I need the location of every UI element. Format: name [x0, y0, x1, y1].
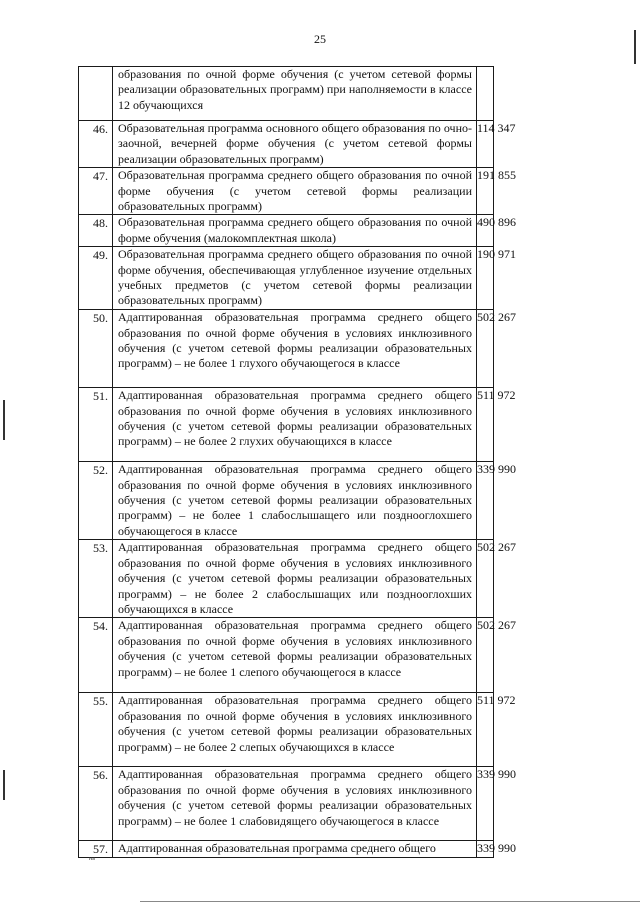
row-number: 47. [79, 168, 113, 215]
row-description: Образовательная программа среднего общего образования по очной форме обучения (с учетом сетевой формы реализации образовательных программ) [113, 168, 477, 215]
row-value: 490 896 [477, 215, 494, 247]
row-value: 502 267 [477, 540, 494, 618]
row-description: Образовательная программа основного общего образования по очно-заочной, вечерней форме обучения (с учетом сетевой формы реализации образовательных программ) [113, 121, 477, 168]
row-number: 50. [79, 310, 113, 388]
table-row [79, 247, 494, 310]
row-description: Адаптированная образовательная программа среднего общего образования по очной форме обучения в условиях инклюзивного обучения (с учетом сетевой формы реализации образовательных программ) – не более 1 слабовидящего обучающегося в классе [113, 767, 477, 841]
row-description: Адаптированная образовательная программа среднего общего образования по очной форме обучения в условиях инклюзивного обучения (с учетом сетевой формы реализации образовательных программ) – не более 1 глухого обучающегося в классе [113, 310, 477, 388]
table-row [79, 388, 494, 462]
program-cost-table [78, 66, 516, 858]
scan-artifact-left [3, 770, 5, 800]
row-description: Адаптированная образовательная программа среднего общего образования по очной форме обучения в условиях инклюзивного обучения (с учетом сетевой формы реализации образовательных программ) – не более 1 слепого обучающегося в классе [113, 618, 477, 693]
row-description: Адаптированная образовательная программа среднего общего образования по очной форме обучения в условиях инклюзивного обучения (с учетом сетевой формы реализации образовательных программ) – не более 1 слабослышащего или позднооглохшего обучающегося в классе [113, 462, 477, 540]
row-number: 48. [79, 215, 113, 247]
row-description: Образовательная программа среднего общего образования по очной форме обучения, обеспечивающая углубленное изучение отдельных учебных предметов (с учетом сетевой формы реализации образовательных программ) [113, 247, 477, 310]
row-number: 53. [79, 540, 113, 618]
table-row [79, 310, 494, 388]
table-row [79, 215, 494, 247]
row-number: 52. [79, 462, 113, 540]
table-row [79, 767, 494, 841]
row-number: 49. [79, 247, 113, 310]
table-row [79, 121, 494, 168]
row-value: 502 267 [477, 310, 494, 388]
row-value: 511 972 [477, 693, 494, 767]
row-description: Адаптированная образовательная программа среднего общего образования по очной форме обучения в условиях инклюзивного обучения (с учетом сетевой формы реализации образовательных программ) – не более 2 слабослышащих или позднооглохших обучающихся в классе [113, 540, 477, 618]
row-value: 339 990 [477, 767, 494, 841]
row-number: 55. [79, 693, 113, 767]
row-number [79, 67, 113, 121]
scan-edge-line [140, 901, 640, 902]
row-number: 46. [79, 121, 113, 168]
table-row [79, 67, 494, 121]
row-value: 511 972 [477, 388, 494, 462]
table-row [79, 693, 494, 767]
row-number: 57. [79, 841, 113, 858]
row-description: Адаптированная образовательная программа среднего общего образования по очной форме обучения в условиях инклюзивного обучения (с учетом сетевой формы реализации образовательных программ) – не более 2 глухих обучающихся в классе [113, 388, 477, 462]
row-value [477, 67, 494, 121]
table-row [79, 841, 494, 858]
row-value: 190 971 [477, 247, 494, 310]
row-description: Адаптированная образовательная программа среднего общего образования по очной форме обучения в условиях инклюзивного обучения (с учетом сетевой формы реализации образовательных программ) – не более 2 слепых обучающихся в классе [113, 693, 477, 767]
row-value: 339 990 [477, 841, 494, 858]
row-number: 54. [79, 618, 113, 693]
row-description: Образовательная программа среднего общего образования по очной форме обучения (малокомплектная школа) [113, 215, 477, 247]
row-value: 502 267 [477, 618, 494, 693]
table-row [79, 462, 494, 540]
table-row [79, 540, 494, 618]
table-row [79, 618, 494, 693]
scan-artifact-left [3, 400, 5, 440]
table-row [79, 168, 494, 215]
scan-artifact-right [634, 30, 636, 64]
footer-note: нв [89, 856, 96, 862]
row-value: 339 990 [477, 462, 494, 540]
row-number: 56. [79, 767, 113, 841]
row-value: 114 347 [477, 121, 494, 168]
row-value: 191 855 [477, 168, 494, 215]
row-description: образования по очной форме обучения (с учетом сетевой формы реализации образовательных программ) при наполняемости в классе 12 обучающихся [113, 67, 477, 121]
table-body [79, 67, 516, 858]
row-number: 51. [79, 388, 113, 462]
row-description: Адаптированная образовательная программа среднего общего [113, 841, 477, 858]
page-number: 25 [314, 32, 326, 46]
